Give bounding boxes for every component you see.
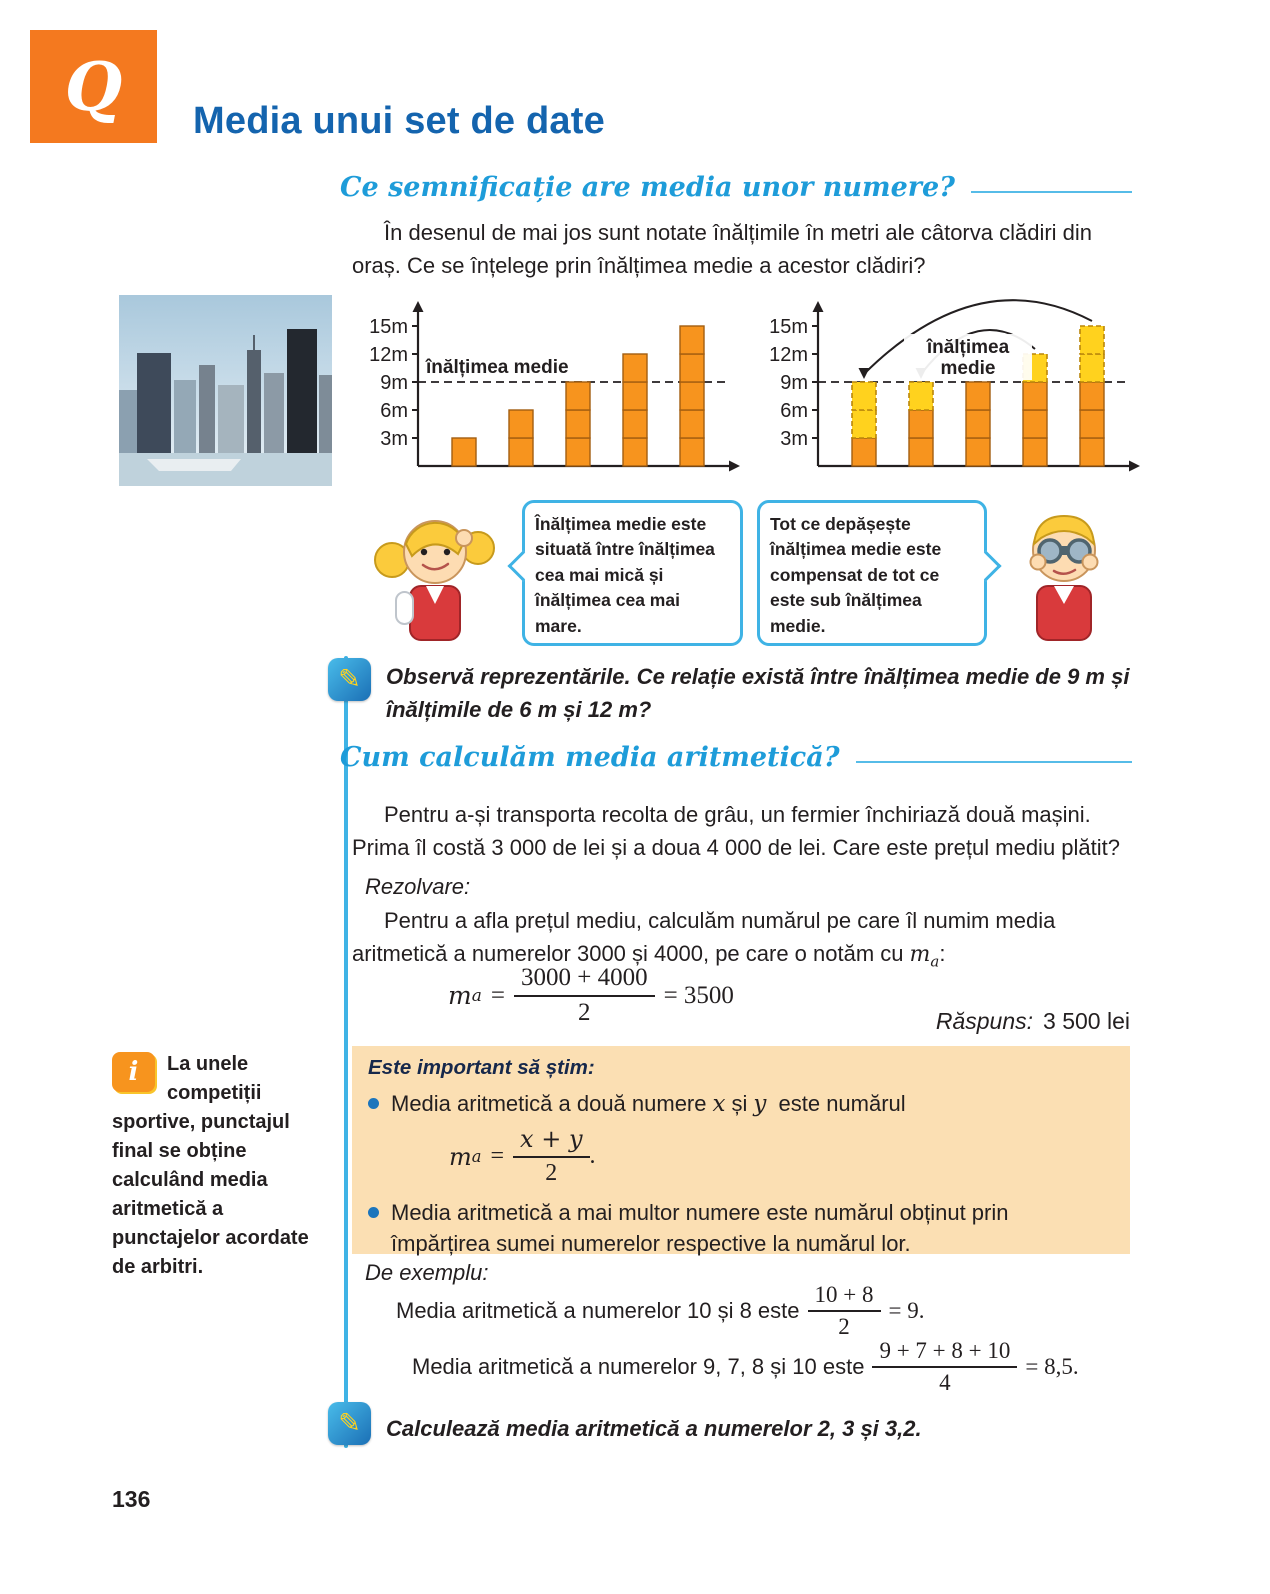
section2-problem: Pentru a-și transporta recolta de grâu, un fermier închiriază două mașini. Prima îl costă 3 000 de lei și a doua 4 000 de lei. Care este prețul mediu plătit? — [352, 802, 1121, 860]
sidebar-info-note — [112, 1050, 326, 1282]
svg-text:9m: 9m — [380, 372, 408, 394]
boy-cartoon — [992, 498, 1137, 650]
fraction — [514, 964, 655, 1028]
bullet-dot-icon — [368, 1207, 379, 1218]
variable-y: y — [753, 1091, 767, 1117]
pencil-icon: ✎ — [338, 664, 361, 694]
svg-text:12m: 12m — [769, 344, 808, 366]
bullet1-before: Media aritmetică a două numere — [391, 1091, 707, 1116]
formula-result: = 3500 — [663, 981, 734, 1009]
section2-heading — [340, 742, 1132, 773]
svg-text:9m: 9m — [780, 372, 808, 394]
formula-subscript: a — [471, 985, 482, 1006]
svg-text:înălțimea medie: înălțimea medie — [426, 357, 569, 378]
answer-label: Răspuns: — [935, 1008, 1034, 1034]
example2-text: Media aritmetică a numerelor 9, 7, 8 și 10 este — [412, 1354, 865, 1380]
svg-text:12m: 12m — [369, 344, 408, 366]
important-box-title: Este important să știm: — [368, 1056, 595, 1079]
variable-x: x — [712, 1091, 726, 1117]
city-skyline-photo — [119, 295, 332, 486]
important-box — [352, 1046, 1130, 1257]
bullet1-after: este numărul — [778, 1091, 906, 1116]
fraction — [872, 1338, 1017, 1397]
important-bullet-2 — [368, 1197, 1112, 1259]
task2-pencil-badge — [328, 1402, 371, 1445]
section1-heading — [340, 172, 1132, 203]
formula-period: . — [589, 1143, 596, 1170]
fraction-numerator: 10 + 8 — [808, 1282, 881, 1312]
fraction-denominator: 2 — [838, 1314, 850, 1340]
example-1 — [396, 1282, 925, 1341]
important-bullet-1 — [368, 1088, 1112, 1191]
page-title: Media unui set de date — [193, 100, 605, 142]
section1-heading-text: Ce semnificație are media unor numere? — [340, 172, 955, 203]
fraction — [808, 1282, 881, 1341]
svg-text:3m: 3m — [780, 428, 808, 450]
page-number: 136 — [112, 1486, 151, 1512]
equals-sign: = — [490, 1143, 505, 1170]
speech-bubble-right — [757, 500, 987, 646]
fraction-denominator: 4 — [939, 1370, 951, 1396]
svg-text:6m: 6m — [780, 400, 808, 422]
speech-bubble-left — [522, 500, 743, 646]
fraction-numerator: 9 + 7 + 8 + 10 — [872, 1338, 1017, 1368]
logo-letter: Q — [64, 47, 123, 126]
example1-result: = 9. — [888, 1298, 925, 1324]
mean-symbol: m — [909, 942, 931, 967]
colon: : — [939, 941, 946, 966]
example1-text: Media aritmetică a numerelor 10 și 8 este — [396, 1298, 800, 1324]
girl-character-illustration — [362, 498, 514, 650]
task1-text: Observă reprezentările. Ce relație există între înălțimea medie de 9 m și înălțimile de 6 m și 12 m? — [386, 664, 1130, 722]
task1-pencil-badge — [328, 658, 371, 701]
examples-label: De exemplu: — [365, 1260, 489, 1285]
sidebar-note-text: La unele competiții sportive, punctajul final se obține calculând media aritmetică a punctajelor acordate de arbitri. — [112, 1053, 309, 1278]
speech-bubble-right-text: Tot ce depășește înălțimea medie este compensat de tot ce este sub înălțimea medie. — [770, 514, 942, 636]
girl-cartoon — [362, 498, 514, 650]
svg-text:6m: 6m — [380, 400, 408, 422]
equals-sign: = — [490, 981, 505, 1009]
formula-subscript: a — [471, 1147, 482, 1167]
fraction — [513, 1126, 589, 1187]
svg-text:15m: 15m — [769, 316, 808, 338]
svg-text:înălțimea: înălțimea — [926, 337, 1010, 358]
answer-value: 3 500 lei — [1043, 1008, 1130, 1034]
fraction-denominator: 2 — [578, 998, 591, 1026]
svg-text:15m: 15m — [369, 316, 408, 338]
general-mean-formula — [449, 1126, 906, 1187]
section1-intro: În desenul de mai jos sunt notate înălțimile în metri ale câtorva clădiri din oraș. Ce se înțelege prin înălțimea medie a acestor clădiri? — [352, 220, 1093, 278]
svg-text:3m: 3m — [380, 428, 408, 450]
pencil-icon: ✎ — [338, 1408, 361, 1438]
formula-variable: m — [448, 981, 472, 1011]
fraction-denominator: 2 — [545, 1159, 558, 1186]
fraction-numerator: x + y — [513, 1126, 589, 1158]
mean-symbol-subscript: a — [930, 952, 940, 971]
heading-rule — [856, 761, 1132, 763]
bullet2-text: Media aritmetică a mai multor numere este numărul obținut prin împărțirea sumei numerelor respective la numărul lor. — [391, 1200, 1009, 1257]
example2-result: = 8,5. — [1025, 1354, 1079, 1380]
section-vertical-rule — [344, 656, 348, 1448]
speech-bubble-left-text: Înălțimea medie este situată între înălțimea cea mai mică și înălțimea cea mai mare. — [535, 514, 715, 636]
bar-chart-building-heights — [352, 296, 742, 486]
example-2 — [412, 1338, 1079, 1397]
mean-calculation-formula — [448, 964, 743, 1028]
task2-text: Calculează media aritmetică a numerelor 2, 3 și 3,2. — [386, 1416, 922, 1441]
answer-line — [730, 1008, 1130, 1035]
formula-variable: m — [449, 1142, 472, 1171]
bar-chart-mean-compensation — [752, 296, 1142, 486]
heading-rule — [971, 191, 1132, 193]
fraction-numerator: 3000 + 4000 — [514, 964, 655, 997]
chapter-logo — [30, 30, 157, 143]
info-icon: i — [112, 1052, 155, 1092]
boy-character-illustration — [992, 498, 1137, 650]
city-skyline-illustration — [119, 295, 332, 486]
bullet-dot-icon — [368, 1098, 379, 1109]
svg-text:medie: medie — [940, 358, 996, 379]
bullet1-text — [391, 1088, 906, 1120]
solution-label: Rezolvare: — [365, 874, 471, 899]
section2-heading-text: Cum calculăm media aritmetică? — [340, 742, 840, 773]
bullet1-mid: și — [731, 1091, 748, 1116]
solution-text-body: Pentru a afla prețul mediu, calculăm numărul pe care îl numim media aritmetică a numerelor 3000 și 4000, pe care o notăm cu — [352, 908, 1056, 966]
